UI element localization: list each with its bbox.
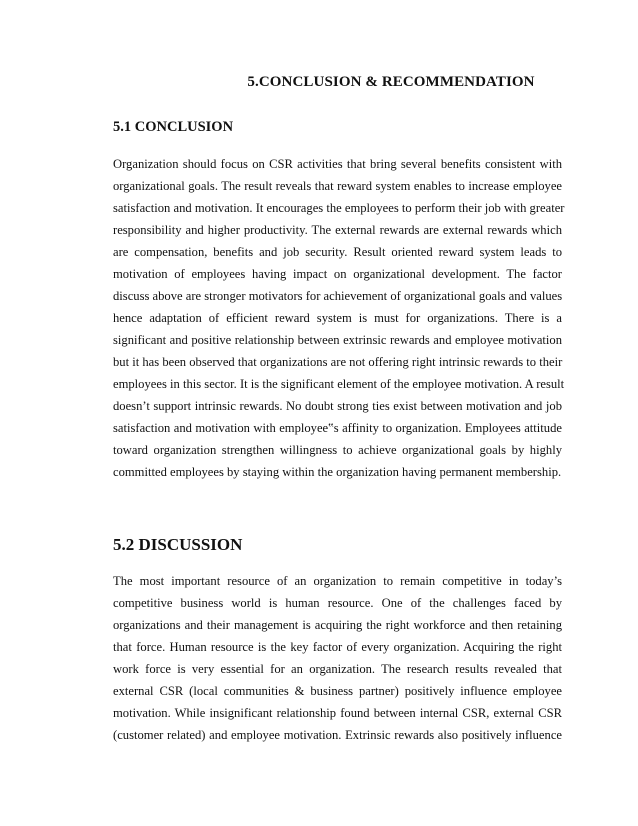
paragraph-line: hence adaptation of efficient reward system is must for organizations. There is a — [113, 311, 562, 325]
paragraph-line: satisfaction and motivation. It encourages the employees to perform their job with greater — [113, 201, 565, 215]
section-heading-conclusion: 5.1 CONCLUSION — [113, 119, 234, 135]
paragraph-line: are compensation, benefits and job security. Result oriented reward system leads to — [113, 245, 562, 259]
paragraph-line: doesn’t support intrinsic rewards. No doubt strong ties exist between motivation and job — [113, 399, 562, 413]
paragraph-line: The most important resource of an organization to remain competitive in today’s — [113, 574, 562, 588]
paragraph-line: motivation of employees having impact on organizational development. The factor — [113, 267, 562, 281]
paragraph-line: organizational goals. The result reveals that reward system enables to increase employee — [113, 179, 562, 193]
paragraph-line: employees in this sector. It is the significant element of the employee motivation. A result — [113, 377, 565, 391]
paragraph-line: Organization should focus on CSR activities that bring several benefits consistent with — [113, 157, 562, 171]
discussion-paragraph — [113, 570, 562, 746]
paragraph-line: significant and positive relationship between extrinsic rewards and employee motivation — [113, 333, 562, 347]
paragraph-line: that force. Human resource is the key factor of every organization. Acquiring the right — [113, 640, 562, 654]
chapter-title-text: 5.CONCLUSION & RECOMMENDATION — [247, 74, 535, 90]
paragraph-line: toward organization strengthen willingness to achieve organizational goals by highly — [113, 443, 562, 457]
paragraph-line: discuss above are stronger motivators for achievement of organizational goals and values — [113, 289, 563, 303]
paragraph-line: committed employees by staying within the organization having permanent membership. — [113, 465, 562, 479]
paragraph-line: motivation. While insignificant relationship found between internal CSR, external CSR — [113, 706, 562, 720]
paragraph-line: organizations and their management is acquiring the right workforce and then retaining — [113, 618, 562, 632]
paragraph-line: satisfaction and motivation with employee‟s affinity to organization. Employees attitude — [113, 421, 562, 435]
paragraph-line: (customer related) and employee motivation. Extrinsic rewards also positively influence — [113, 728, 562, 742]
paragraph-line: responsibility and higher productivity. The external rewards are external rewards which — [113, 223, 562, 237]
paragraph-line: competitive business world is human resource. One of the challenges faced by — [113, 596, 562, 610]
section-heading-discussion: 5.2 DISCUSSION — [113, 535, 243, 554]
paragraph-line: external CSR (local communities & business partner) positively influence employee — [113, 684, 562, 698]
conclusion-paragraph — [113, 153, 565, 483]
paragraph-line: work force is very essential for an organization. The research results revealed that — [113, 662, 562, 676]
paragraph-line: but it has been observed that organizations are not offering right intrinsic rewards to their — [113, 355, 563, 369]
chapter-title — [0, 74, 638, 91]
